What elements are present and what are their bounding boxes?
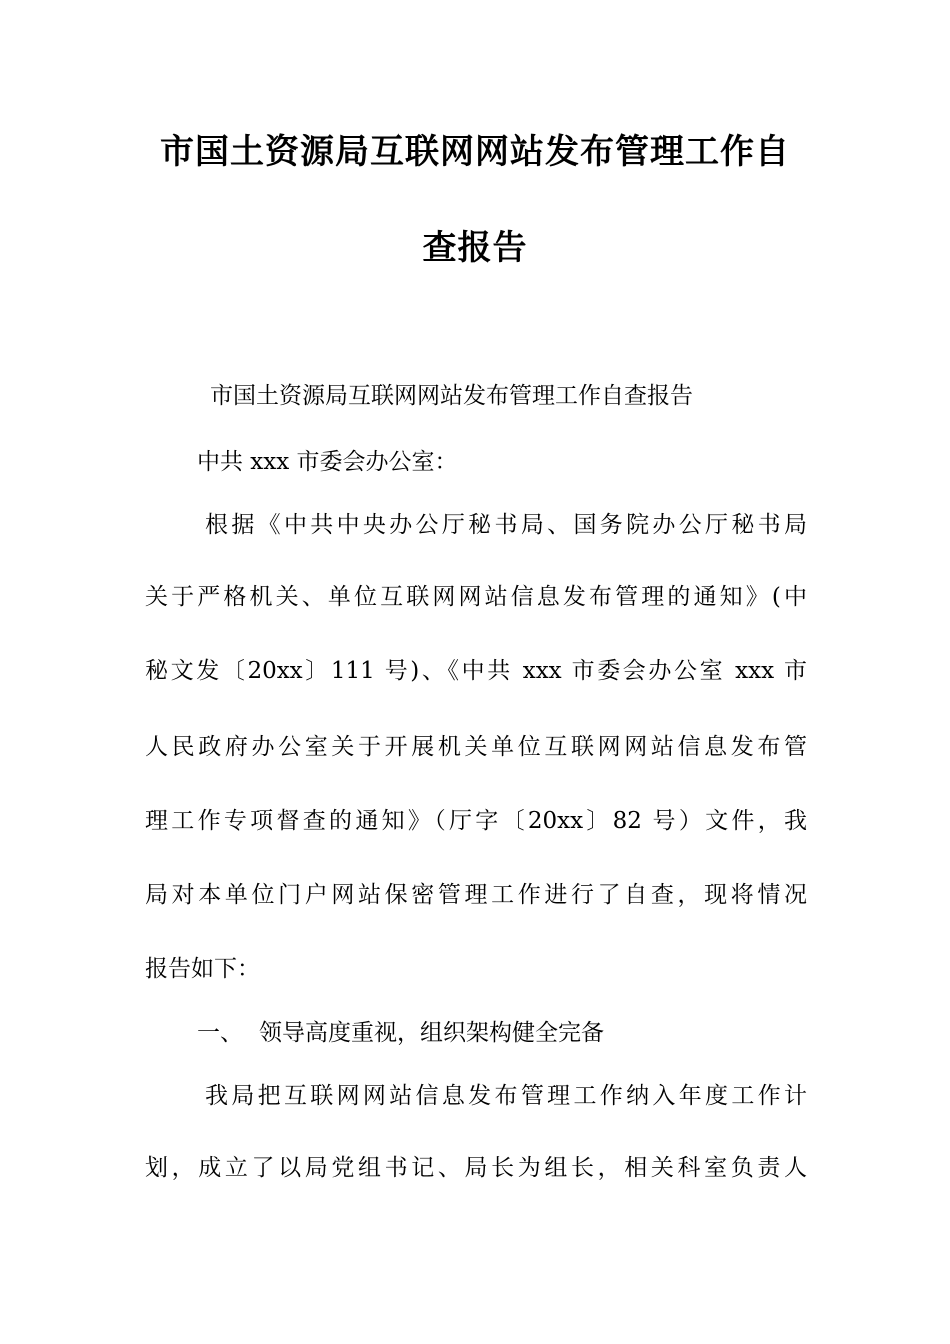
paragraph-2-line-1: 我局把互联网网站信息发布管理工作纳入年度工作计 (205, 1083, 807, 1109)
paragraph-1-line-3: 秘文发〔20xx〕111 号)、《中共 xxx 市委会办公室 xxx 市 (145, 658, 807, 684)
salutation: 中共 xxx 市委会办公室： (197, 449, 458, 475)
paragraph-1-line-7: 报告如下： (145, 956, 260, 982)
document-subtitle: 市国土资源局互联网网站发布管理工作自查报告 (210, 383, 693, 409)
document-title-line-1: 市国土资源局互联网网站发布管理工作自 (160, 132, 790, 172)
document-title-line-2: 查报告 (422, 228, 528, 268)
paragraph-1-line-6: 局对本单位门户网站保密管理工作进行了自查，现将情况 (145, 882, 807, 908)
paragraph-1-line-4: 人民政府办公室关于开展机关单位互联网网站信息发布管 (145, 734, 807, 760)
section-heading-number: 一、 (197, 1020, 243, 1046)
section-heading-1 (197, 1018, 757, 1048)
paragraph-1-line-5: 理工作专项督查的通知》（厅字〔20xx〕82 号）文件，我 (145, 808, 807, 834)
paragraph-1-line-1: 根据《中共中央办公厅秘书局、国务院办公厅秘书局 (205, 512, 807, 538)
paragraph-2-line-2: 划，成立了以局党组书记、局长为组长，相关科室负责人 (145, 1155, 807, 1181)
paragraph-1-line-2: 关于严格机关、单位互联网网站信息发布管理的通知》(中 (145, 584, 807, 610)
section-heading-text: 领导高度重视，组织架构健全完备 (259, 1020, 604, 1046)
